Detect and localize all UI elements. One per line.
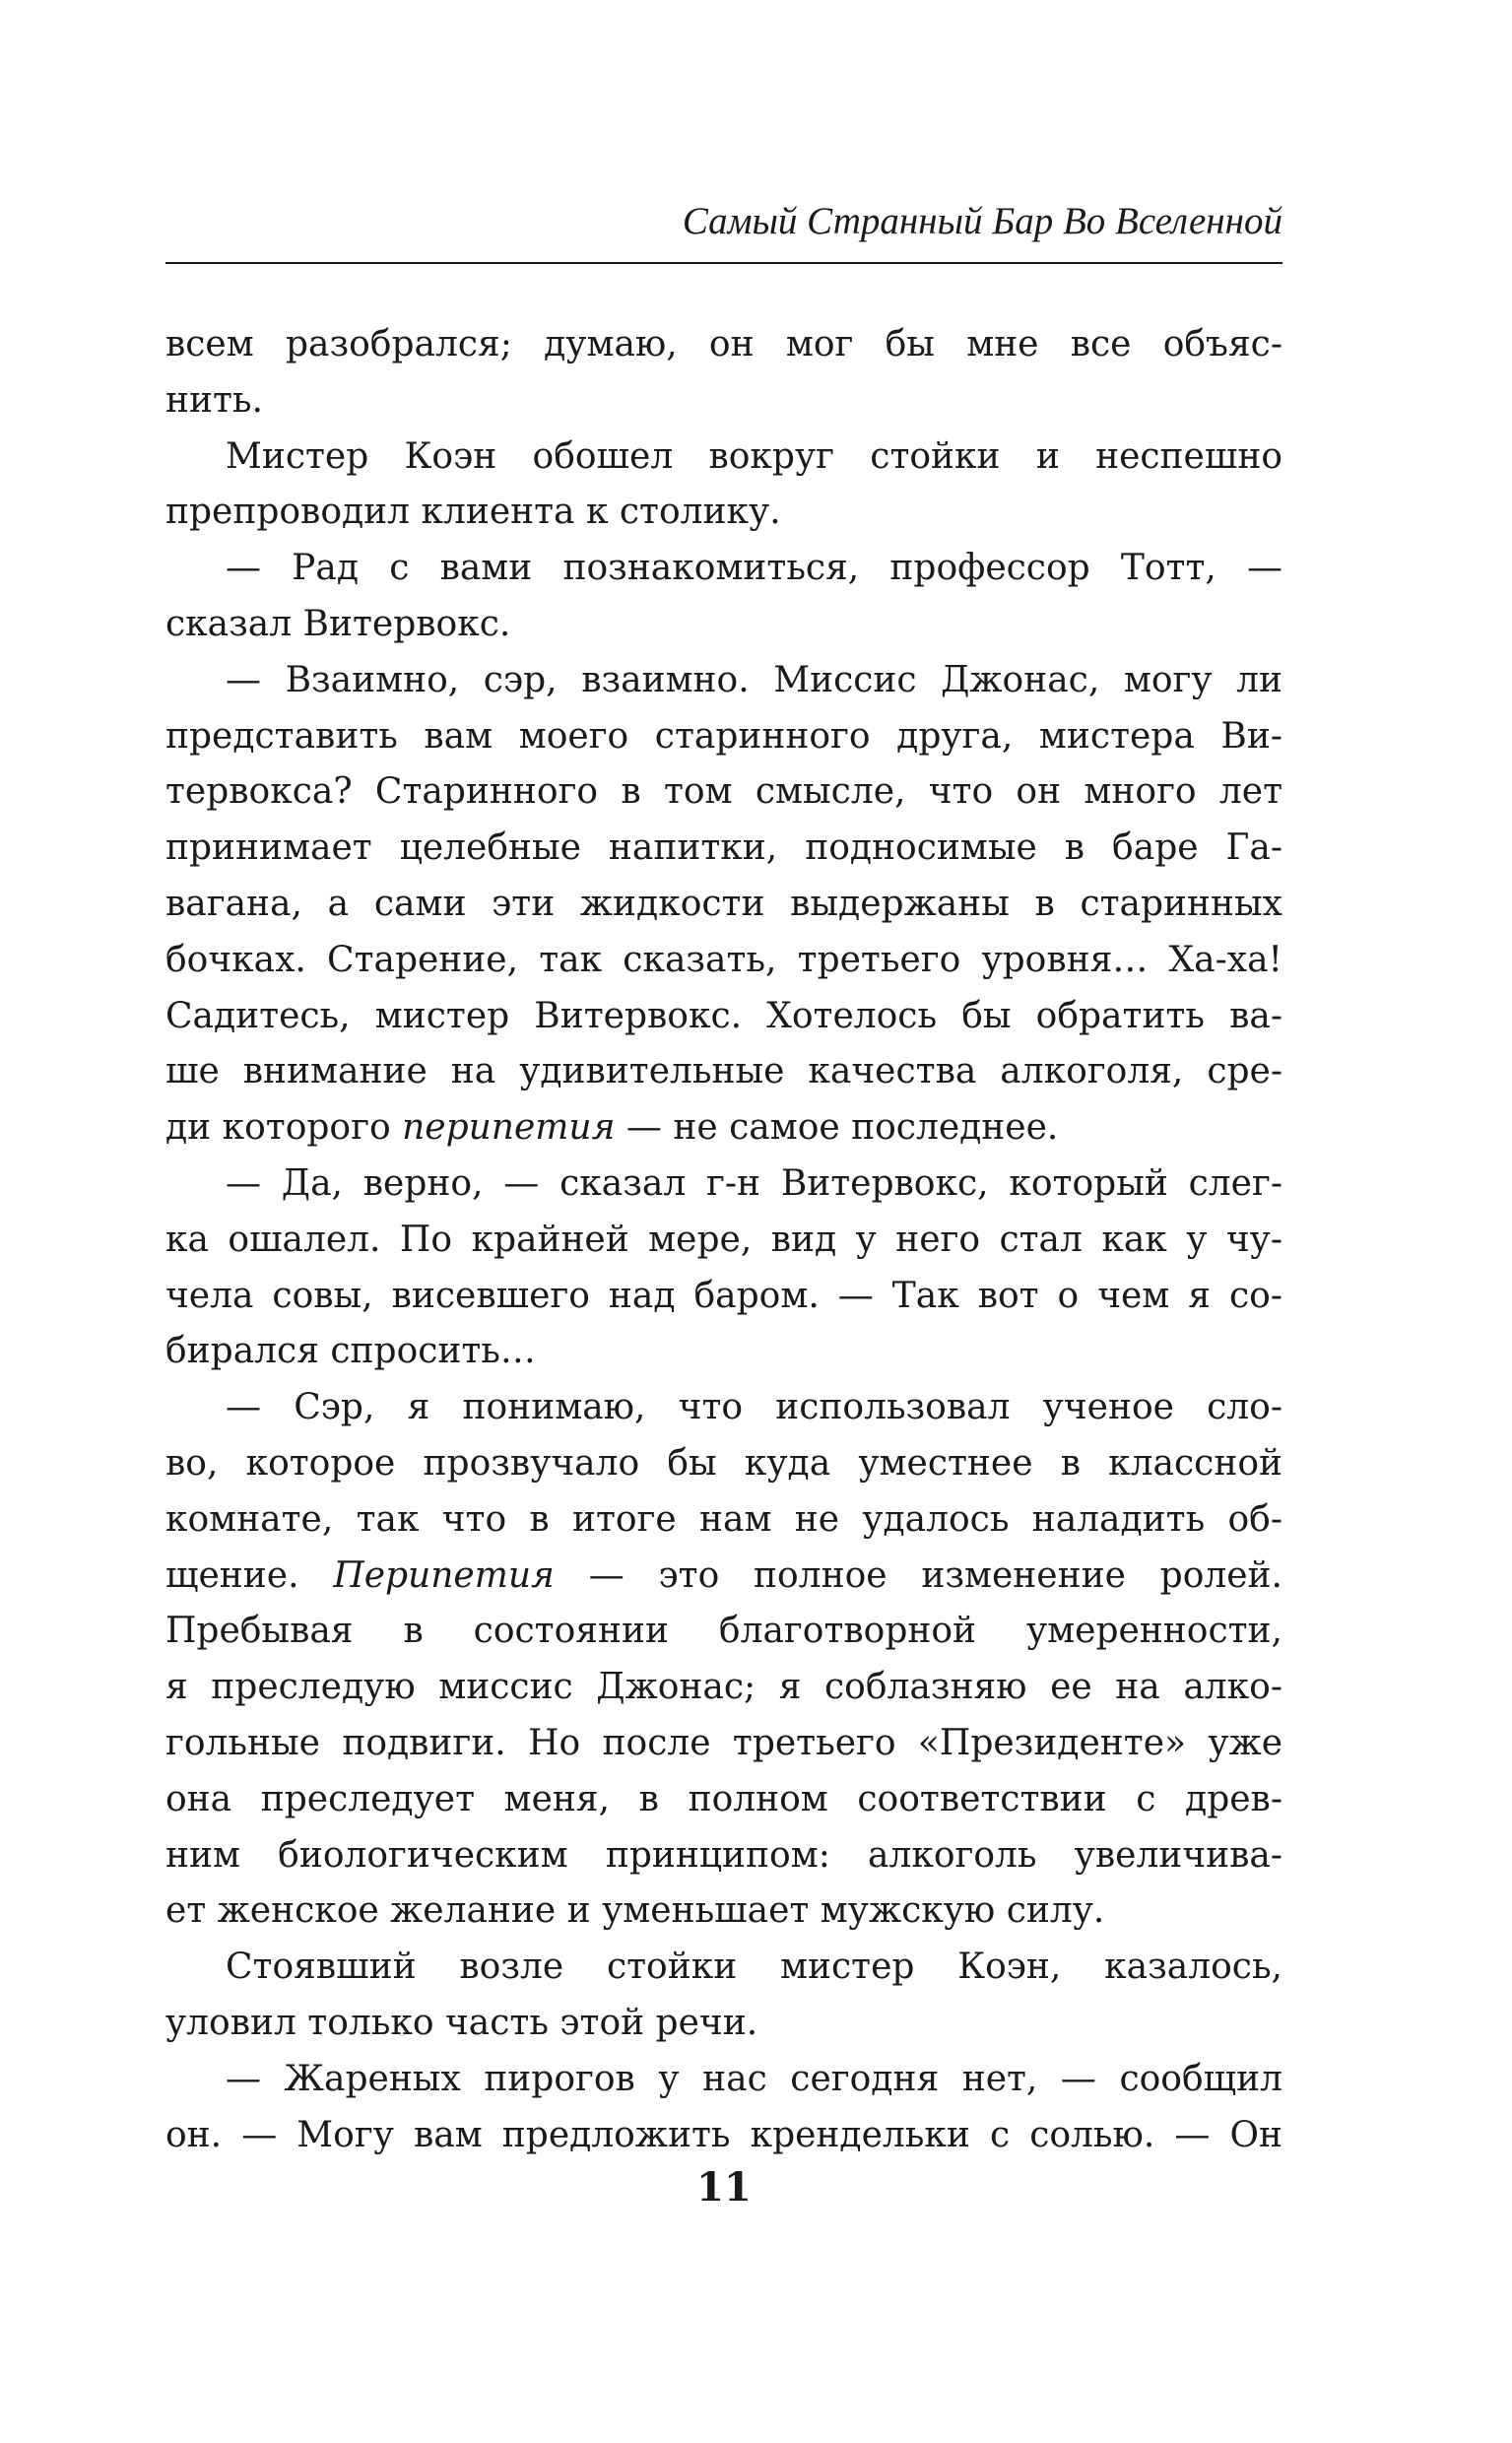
book-page [165,0,1282,2443]
text-line: я преследую миссис Джонас; я соблазняю ее на алко- [165,1667,1282,1708]
text-line: Пребывая в состоянии благотворной умеренности, [165,1611,1282,1652]
text-fragment: — не самое последнее. [615,1107,1059,1149]
text-line: ет женское желание и уменьшает мужскую силу. [165,1890,1105,1932]
text-line: тервокса? Старинного в том смысле, что он много лет [165,771,1282,813]
text-line: ше внимание на удивительные качества алкоголя, сре- [165,1051,1282,1092]
text-line: Мистер Коэн обошел вокруг стойки и неспешно [226,435,1282,477]
text-line: он. — Могу вам предложить крендельки с солью. — Он [165,2114,1282,2155]
text-line [165,1549,1282,1605]
body-text [165,317,1282,2163]
text-line: вагана, а сами эти жидкости выдержаны в старинных [165,883,1282,924]
text-line: — Рад с вами познакомиться, профессор Тотт, — [226,548,1282,589]
text-line: чела совы, висевшего над баром. — Так вот о чем я со- [165,1275,1282,1316]
text-line: во, которое прозвучало бы куда уместнее в классной [165,1442,1282,1484]
text-line: она преследует меня, в полном соответствии с древ- [165,1778,1282,1819]
text-line: — Да, верно, — сказал г-н Витервокс, который слег- [226,1162,1282,1204]
text-line: — Сэр, я понимаю, что использовал ученое сло- [226,1387,1282,1428]
header-rule [165,262,1282,264]
text-line: Садитесь, мистер Витервокс. Хотелось бы обратить ва- [165,995,1282,1036]
text-line: ка ошалел. По крайней мере, вид у него стал как у чу- [165,1219,1282,1260]
text-line: бирался спросить… [165,1331,536,1372]
italic-term: перипетия [402,1107,616,1149]
text-line: уловил только часть этой речи. [165,2002,758,2043]
text-line: комнате, так что в итоге нам не удалось наладить об- [165,1498,1282,1540]
text-line: препроводил клиента к столику. [165,492,781,533]
text-line: всем разобрался; думаю, он мог бы мне все объяс- [165,324,1282,364]
text-fragment: ди которого [165,1107,403,1149]
text-line: представить вам моего старинного друга, мистера Ви- [165,715,1282,757]
text-line: бочках. Старение, так сказать, третьего уровня… Ха-ха! [165,939,1282,980]
text-line: Стоявший возле стойки мистер Коэн, казалось, [226,1947,1282,1988]
text-line: сказал Витервокс. [165,603,511,644]
text-line: нить. [165,379,263,421]
text-line: ним биологическим принципом: алкоголь увеличива- [165,1834,1282,1876]
text-line: гольные подвиги. Но после третьего «Президенте» уже [165,1722,1282,1763]
text-line [165,1100,1282,1156]
running-title: Самый Странный Бар Во Вселенной [682,200,1282,242]
text-line: — Жареных пирогов у нас сегодня нет, — сообщил [226,2058,1282,2099]
text-fragment: щение. [165,1554,334,1596]
italic-term: Перипетия [333,1554,555,1596]
text-line: принимает целебные напитки, подносимые в баре Га- [165,827,1282,869]
page-number: 11 [696,2164,752,2211]
text-fragment: — это полное изменение ролей. [554,1554,1282,1596]
text-line: — Взаимно, сэр, взаимно. Миссис Джонас, могу ли [226,659,1282,700]
